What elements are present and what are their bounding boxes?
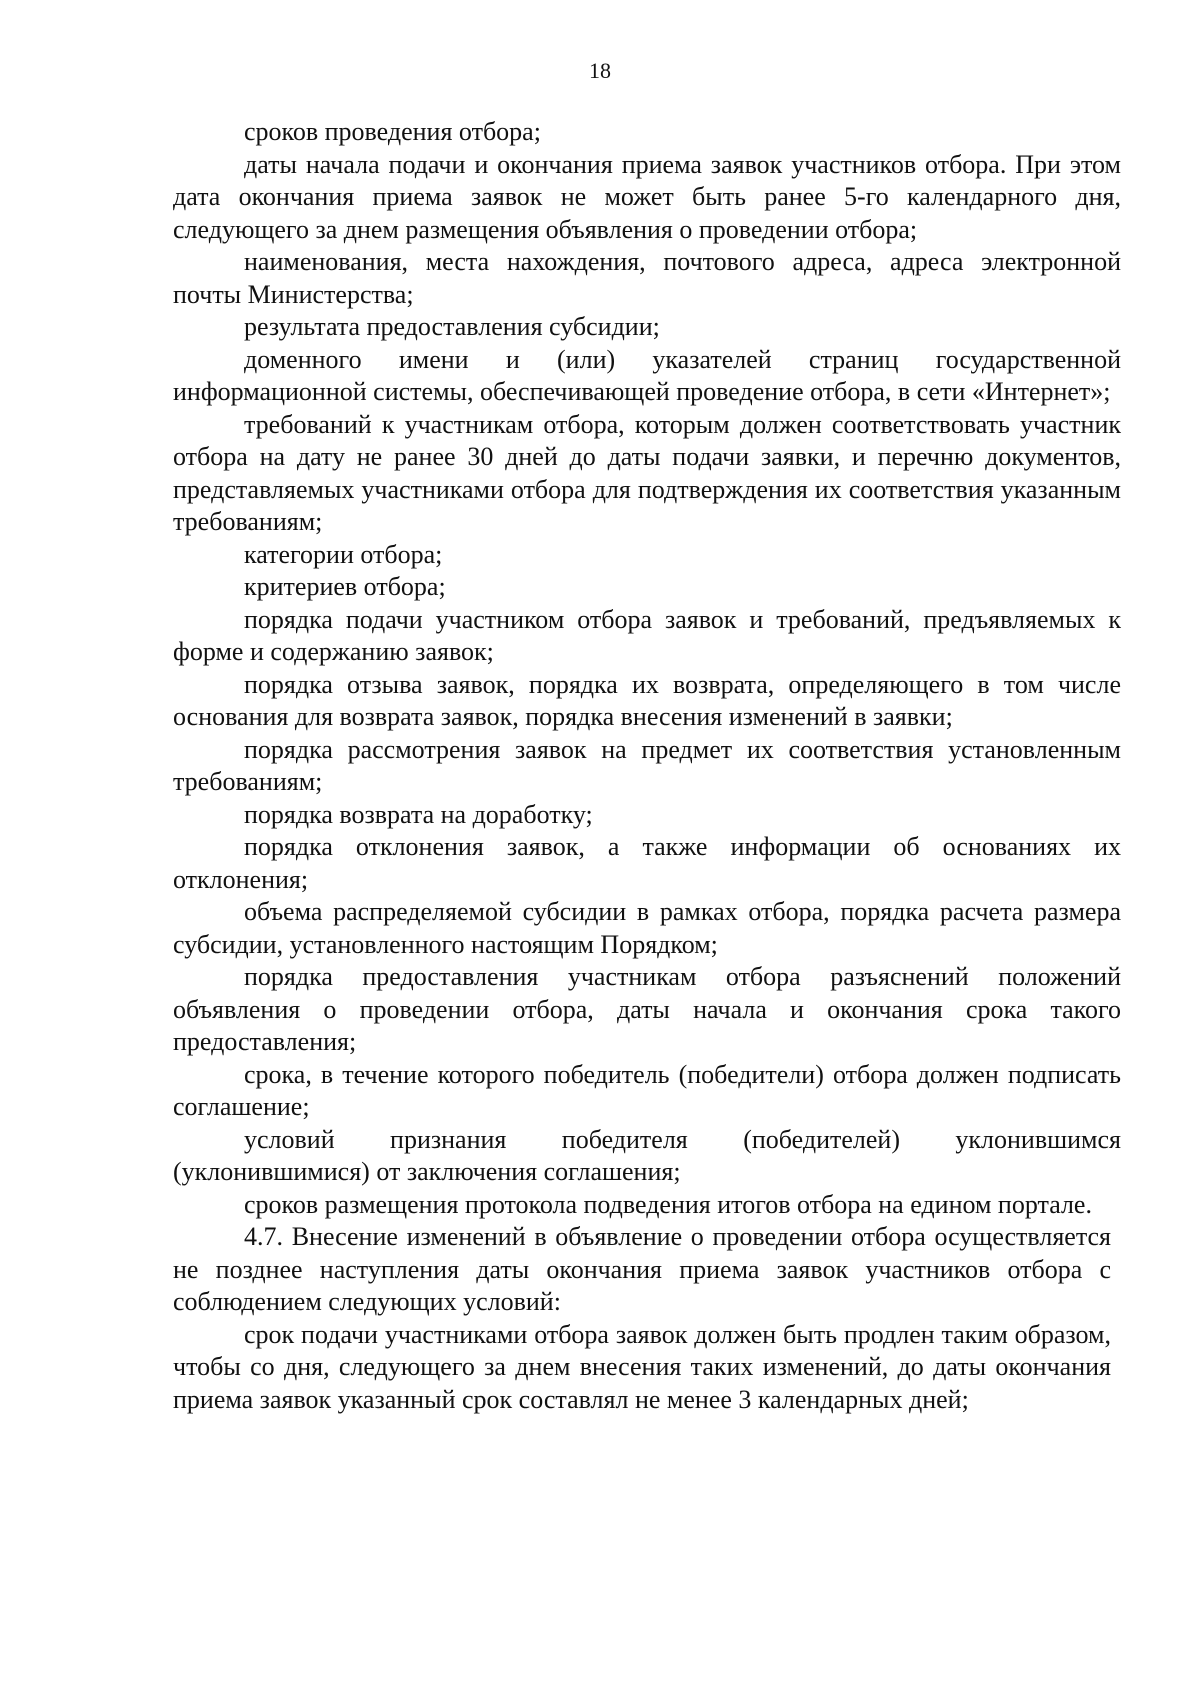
paragraph: результата предоставления субсидии; [244,312,660,341]
paragraph: порядка отклонения заявок, а также информации об основаниях их отклонения; [173,832,1121,894]
paragraph: категории отбора; [244,539,443,569]
paragraph: требований к участникам отбора, которым должен соответствовать участник отбора на дату не ранее 30 дней до даты подачи заявки, и перечню документов, представляемых участниками отбора для подтверждения их соответствия указанным требованиям; [173,409,1121,536]
paragraph: критериев отбора; [244,572,446,601]
paragraph: наименования, места нахождения, почтового адреса, адреса электронной почты Министерства; [173,247,1121,309]
paragraph: порядка подачи участником отбора заявок и требований, предъявляемых к форме и содержанию заявок; [173,604,1121,666]
paragraph: сроков проведения отбора; [244,117,541,146]
paragraph: порядка отзыва заявок, порядка их возврата, определяющего в том числе основания для возврата заявок, порядка внесения изменений в заявки; [173,669,1121,731]
paragraph: порядка предоставления участникам отбора разъяснений положений объявления о проведении отбора, даты начала и окончания срока такого предоставления; [173,962,1121,1056]
page-number: 18 [589,58,611,83]
paragraph: срок подачи участниками отбора заявок должен быть продлен таким образом, чтобы со дня, следующего за днем внесения таких изменений, до даты окончания приема заявок указанный срок составлял не менее 3 календарных дней; [173,1319,1111,1414]
paragraph: объема распределяемой субсидии в рамках отбора, порядка расчета размера субсидии, установленного настоящим Порядком; [173,897,1121,959]
paragraph: порядка возврата на доработку; [244,799,593,829]
document-body [173,116,1121,1416]
paragraph: доменного имени и (или) указателей страниц государственной информационной системы, обеспечивающей проведение отбора, в сети «Интернет»; [173,344,1121,406]
paragraph: порядка рассмотрения заявок на предмет их соответствия установленным требованиям; [173,734,1121,796]
paragraph: срока, в течение которого победитель (победители) отбора должен подписать соглашение; [173,1059,1121,1121]
paragraph: даты начала подачи и окончания приема заявок участников отбора. При этом дата окончания приема заявок не может быть ранее 5-го календарного дня, следующего за днем размещения объявления о проведении отбора; [173,149,1121,244]
paragraph: сроков размещения протокола подведения итогов отбора на едином портале. [244,1189,1092,1219]
section-paragraph: 4.7. Внесение изменений в объявление о проведении отбора осуществляется не позднее наступления даты окончания приема заявок участников отбора с соблюдением следующих условий: [173,1222,1111,1316]
paragraph: условий признания победителя (победителей) уклонившимся (уклонившимися) от заключения соглашения; [173,1124,1121,1186]
